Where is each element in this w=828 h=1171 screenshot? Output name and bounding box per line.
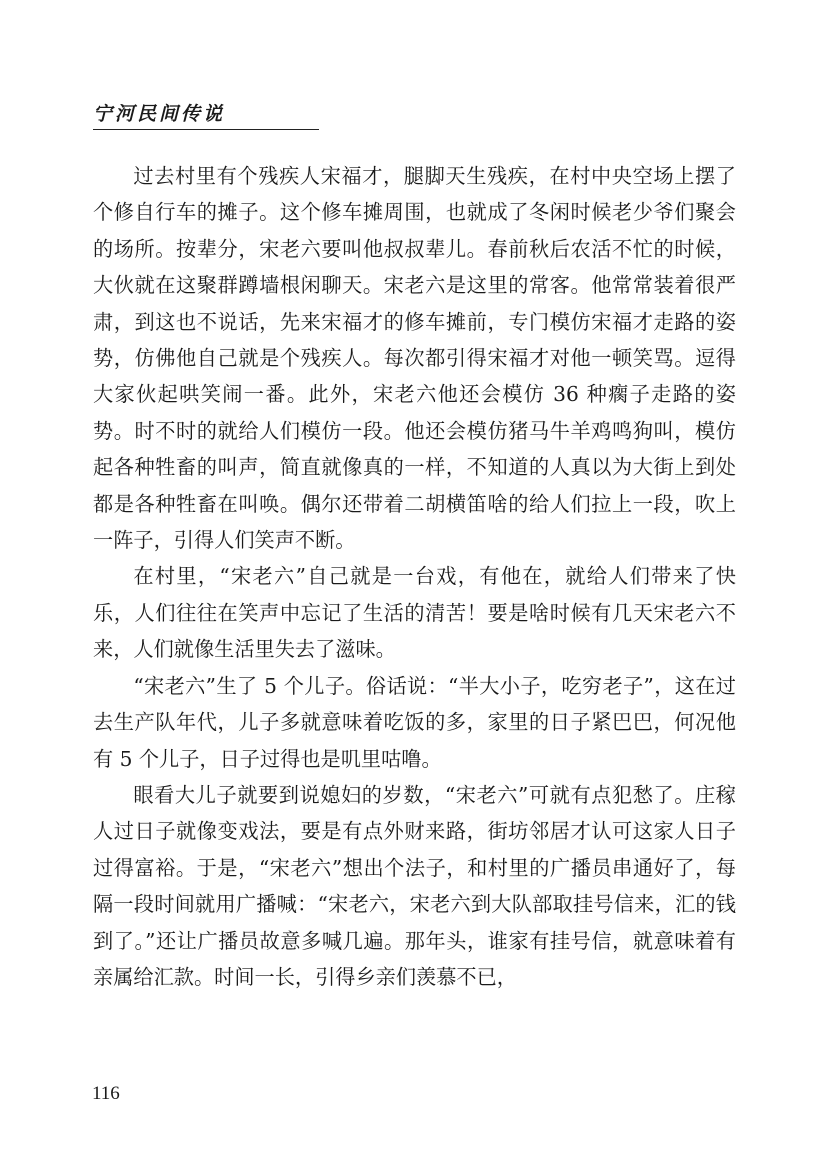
running-header xyxy=(93,103,319,130)
paragraph-2: 在村里，“宋老六”自己就是一台戏，有他在，就给人们带来了快乐，人们往往在笑声中忘记了生活的清苦！要是啥时候有几天宋老六不来，人们就像生活里失去了滋味。 xyxy=(93,564,736,662)
page-number: 116 xyxy=(92,1083,120,1104)
paragraph-1: 过去村里有个残疾人宋福才，腿脚天生残疾，在村中央空场上摆了个修自行车的摊子。这个修车摊周围，也就成了冬闲时候老少爷们聚会的场所。按辈分，宋老六要叫他叔叔辈儿。春前秋后农活不忙的时候，大伙就在这聚群蹲墙根闲聊天。宋老六是这里的常客。他常常装着很严肃，到这也不说话，先来宋福才的修车摊前，专门模仿宋福才走路的姿势，仿佛他自己就是个残疾人。每次都引得宋福才对他一顿笑骂。逗得大家伙起哄笑闹一番。此外，宋老六他还会模仿 36 种瘸子走路的姿势。时不时的就给人们模仿一段。他还会模仿猪马牛羊鸡鸣狗叫，模仿起各种牲畜的叫声，简直就像真的一样，不知道的人真以为大街上到处都是各种牲畜在叫唤。偶尔还带着二胡横笛啥的给人们拉上一段，吹上一阵子，引得人们笑声不断。 xyxy=(93,164,736,553)
paragraph-4: 眼看大儿子就要到说媳妇的岁数，“宋老六”可就有点犯愁了。庄稼人过日子就像变戏法，要是有点外财来路，街坊邻居才认可这家人日子过得富裕。于是，“宋老六”想出个法子，和村里的广播员串通好了，每隔一段时间就用广播喊：“宋老六，宋老六到大队部取挂号信来，汇的钱到了。”还让广播员故意多喊几遍。那年头，谁家有挂号信，就意味着有亲属给汇款。时间一长，引得乡亲们羡慕不已， xyxy=(93,782,736,989)
paragraph-3: “宋老六”生了 5 个儿子。俗话说：“半大小子，吃穷老子”，这在过去生产队年代，儿子多就意味着吃饭的多，家里的日子紧巴巴，何况他有 5 个儿子，日子过得也是叽里咕噜。 xyxy=(93,673,736,771)
body-text xyxy=(93,158,736,995)
book-title: 宁河民间传说 xyxy=(93,103,226,125)
